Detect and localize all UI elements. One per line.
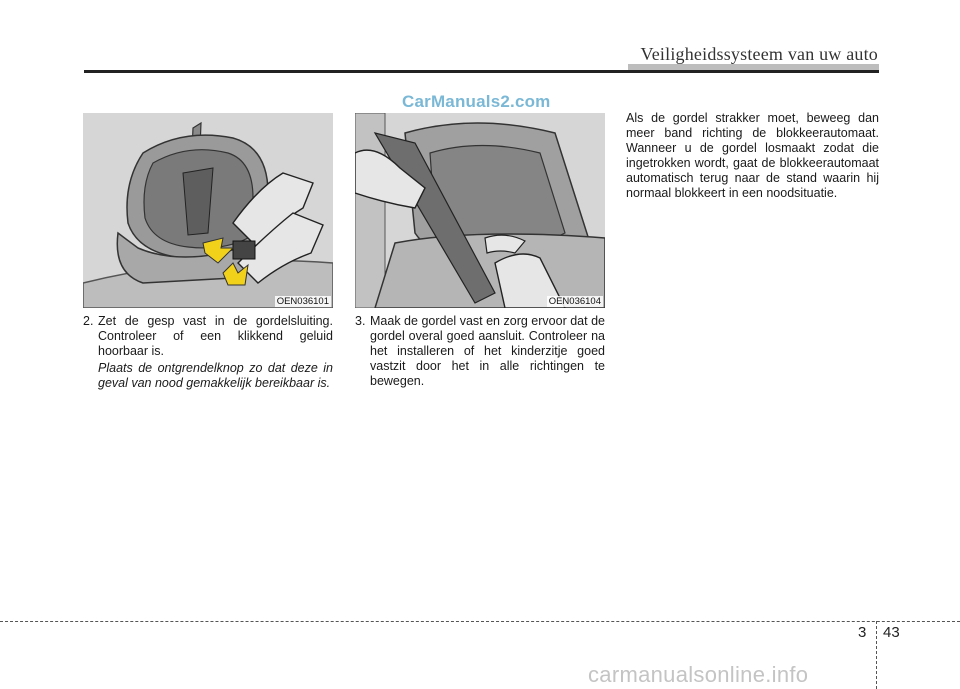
child-seat-buckle-illustration <box>83 113 333 308</box>
belt-tightening-illustration <box>355 113 605 308</box>
watermark-footer-link[interactable]: carmanualsonline.info <box>588 662 809 687</box>
page-header-title: Veiligheidssysteem van uw auto <box>640 44 878 64</box>
step-number: 3. <box>355 314 366 328</box>
step-item <box>83 314 333 359</box>
step-item <box>355 314 605 389</box>
chapter-number: 3 <box>858 624 867 641</box>
column-step-2 <box>83 314 333 391</box>
footer-rule <box>0 621 960 622</box>
header-rule <box>84 70 879 73</box>
figure-code: OEN036101 <box>276 296 329 307</box>
footer-divider <box>876 621 877 689</box>
step-text: Maak de gordel vast en zorg ervoor dat de gordel overal goed aansluit. Controleer na het installeren of het kinderzitje goed vastzit door het in alle richtingen te bewegen. <box>370 314 605 388</box>
column-step-3 <box>355 314 605 389</box>
step-note: Plaats de ontgrendelknop zo dat deze in geval van nood gemakkelijk bereikbaar is. <box>98 361 333 390</box>
figure-belt-tightening <box>355 113 605 308</box>
page-number: 43 <box>883 624 900 641</box>
step-number: 2. <box>83 314 94 328</box>
step-text: Zet de gesp vast in de gordelsluiting. Controleer of een klikkend geluid hoorbaar is. <box>98 314 333 358</box>
figure-code: OEN036104 <box>548 296 601 307</box>
figure-buckle-fastening <box>83 113 333 308</box>
column-paragraph: Als de gordel strakker moet, beweeg dan meer band richting de blokkeerautomaat. Wanneer u de gordel losmaakt zodat die ingetrokken wordt, gaat de blokkeerautomaat automatisch terug naar de stand waarin hij normaal blokkeert in een noodsituatie. <box>626 111 879 200</box>
watermark-link[interactable]: CarManuals2.com <box>402 92 551 111</box>
